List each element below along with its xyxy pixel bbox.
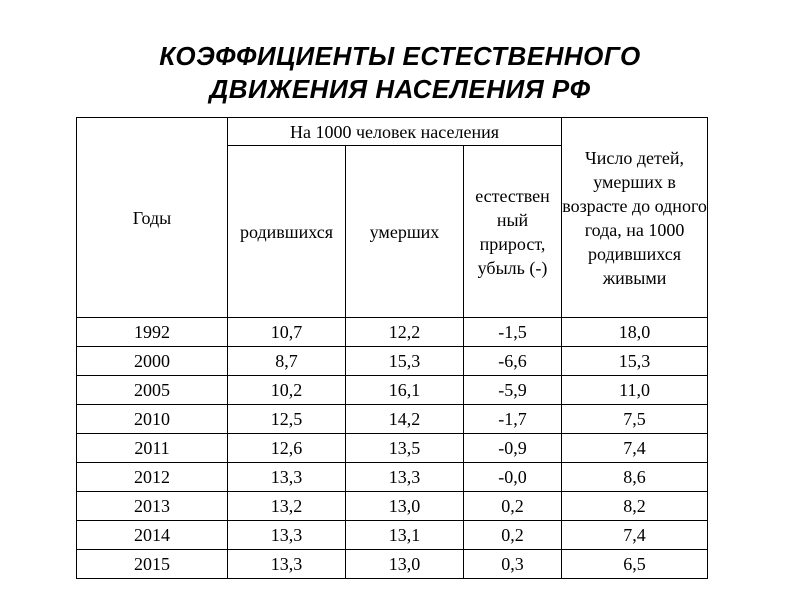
table-row — [77, 347, 708, 376]
cell-growth: -1,7 — [464, 405, 562, 434]
cell-born: 12,5 — [228, 405, 346, 434]
cell-growth: -1,5 — [464, 318, 562, 347]
table-row — [77, 405, 708, 434]
cell-infant: 8,2 — [562, 492, 708, 521]
table-row — [77, 463, 708, 492]
table-row — [77, 376, 708, 405]
cell-year: 2015 — [77, 550, 228, 579]
cell-born: 13,2 — [228, 492, 346, 521]
header-years: Годы — [77, 118, 228, 318]
cell-year: 2013 — [77, 492, 228, 521]
cell-growth: -0,9 — [464, 434, 562, 463]
cell-growth: 0,3 — [464, 550, 562, 579]
cell-born: 10,2 — [228, 376, 346, 405]
cell-born: 8,7 — [228, 347, 346, 376]
cell-infant: 18,0 — [562, 318, 708, 347]
cell-died: 13,5 — [346, 434, 464, 463]
table-row — [77, 521, 708, 550]
table-row — [77, 434, 708, 463]
cell-born: 10,7 — [228, 318, 346, 347]
header-natural-growth: естествен ный прирост, убыль (-) — [464, 146, 562, 318]
page-title — [0, 40, 800, 106]
cell-infant: 8,6 — [562, 463, 708, 492]
cell-died: 13,0 — [346, 492, 464, 521]
cell-year: 2011 — [77, 434, 228, 463]
table-row — [77, 492, 708, 521]
header-born: родившихся — [228, 146, 346, 318]
title-line-2: ДВИЖЕНИЯ НАСЕЛЕНИЯ РФ — [209, 74, 591, 104]
cell-died: 13,3 — [346, 463, 464, 492]
table-row — [77, 318, 708, 347]
cell-born: 13,3 — [228, 550, 346, 579]
table-body — [77, 318, 708, 579]
cell-infant: 11,0 — [562, 376, 708, 405]
cell-born: 13,3 — [228, 521, 346, 550]
cell-infant: 7,4 — [562, 521, 708, 550]
cell-infant: 7,4 — [562, 434, 708, 463]
cell-growth: -5,9 — [464, 376, 562, 405]
cell-died: 13,0 — [346, 550, 464, 579]
cell-died: 12,2 — [346, 318, 464, 347]
population-table — [76, 117, 708, 579]
cell-growth: -6,6 — [464, 347, 562, 376]
cell-died: 13,1 — [346, 521, 464, 550]
cell-growth: 0,2 — [464, 521, 562, 550]
title-line-1: КОЭФФИЦИЕНТЫ ЕСТЕСТВЕННОГО — [159, 41, 641, 71]
cell-year: 2000 — [77, 347, 228, 376]
header-died: умерших — [346, 146, 464, 318]
cell-growth: -0,0 — [464, 463, 562, 492]
cell-infant: 6,5 — [562, 550, 708, 579]
cell-born: 12,6 — [228, 434, 346, 463]
cell-died: 14,2 — [346, 405, 464, 434]
cell-year: 2010 — [77, 405, 228, 434]
cell-year: 2012 — [77, 463, 228, 492]
header-infant-mortality: Число детей, умерших в возрасте до одного года, на 1000 родившихся живыми — [562, 118, 708, 318]
cell-year: 2014 — [77, 521, 228, 550]
cell-infant: 7,5 — [562, 405, 708, 434]
cell-born: 13,3 — [228, 463, 346, 492]
cell-year: 1992 — [77, 318, 228, 347]
cell-growth: 0,2 — [464, 492, 562, 521]
table-row — [77, 550, 708, 579]
cell-year: 2005 — [77, 376, 228, 405]
header-per-1000: На 1000 человек населения — [228, 118, 562, 146]
cell-died: 15,3 — [346, 347, 464, 376]
cell-infant: 15,3 — [562, 347, 708, 376]
cell-died: 16,1 — [346, 376, 464, 405]
